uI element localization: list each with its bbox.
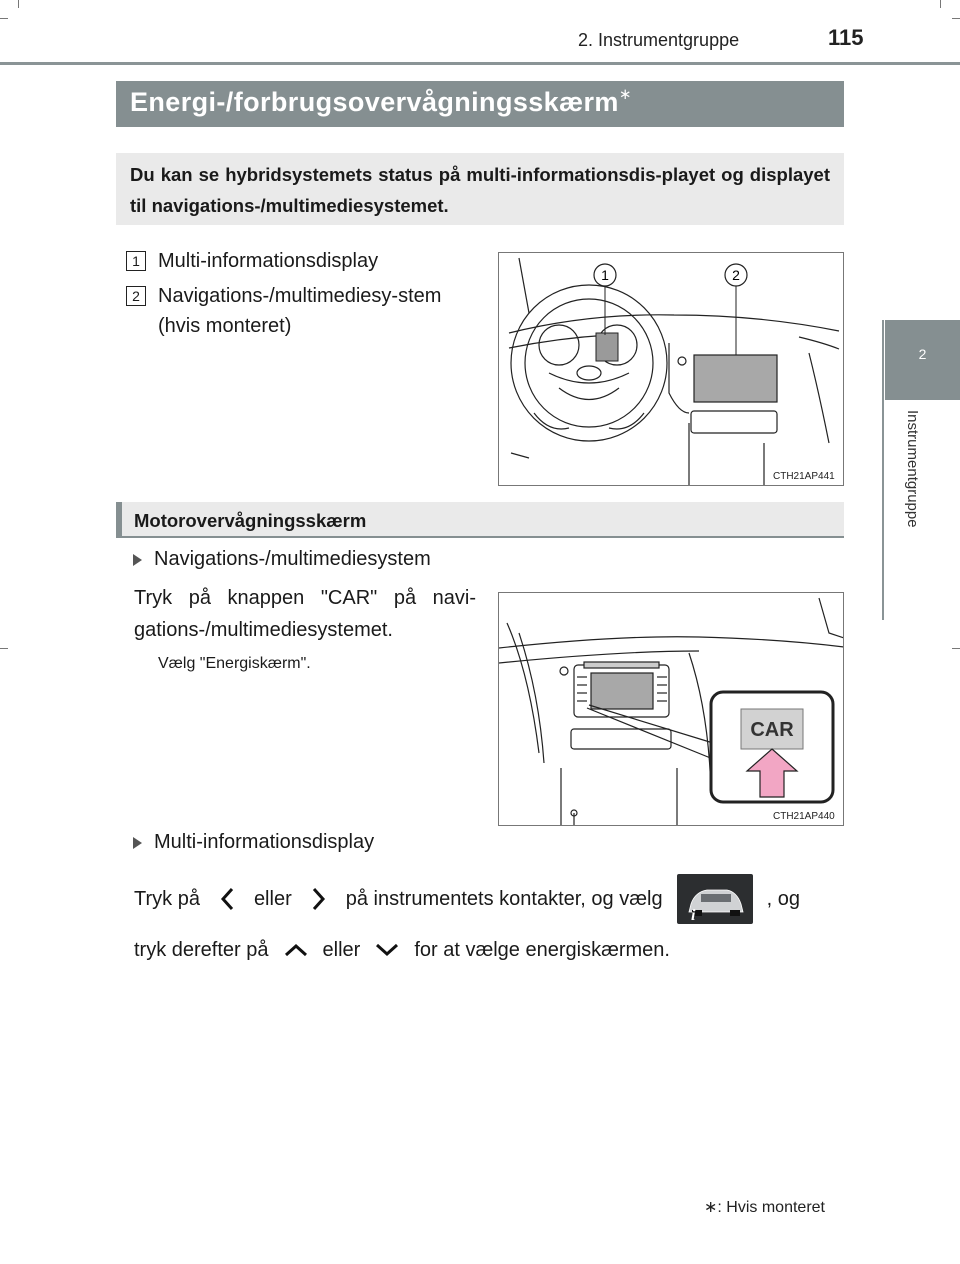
chevron-right-icon [302, 884, 336, 914]
page-title [116, 81, 844, 127]
instruction-text: eller [322, 938, 361, 961]
legend-number: 1 [126, 251, 146, 271]
legend-item [126, 281, 446, 341]
instruction-text: tryk derefter på [134, 938, 269, 961]
page-title-text: Energi-/forbrugsovervågningsskærm [130, 87, 619, 117]
callout-2: 2 [732, 267, 740, 283]
legend-text: Navigations-/multimediesy-stem (hvis monteret) [158, 285, 442, 337]
instruction-text: Tryk på [134, 887, 200, 910]
crop-mark [952, 648, 960, 649]
side-rule [882, 320, 884, 620]
instruction-text: for at vælge energiskærmen. [414, 938, 670, 961]
instruction-line [134, 874, 800, 924]
dashboard-illustration [498, 252, 844, 486]
figure-code: CTH21AP440 [773, 811, 835, 822]
chapter-label: Instrumentgruppe [904, 410, 921, 528]
figure-code: CTH21AP441 [773, 471, 835, 482]
car-button-label: CAR [750, 719, 794, 741]
crop-mark [0, 648, 8, 649]
crop-mark [952, 18, 960, 19]
console-drawing [499, 593, 844, 826]
section-subheading: Motorovervågningsskærm [116, 502, 844, 538]
subheading-rule [116, 536, 844, 538]
console-illustration [498, 592, 844, 826]
chevron-up-icon [279, 935, 313, 965]
legend-text: Multi-informationsdisplay [158, 250, 379, 272]
vehicle-info-icon [677, 874, 753, 924]
chapter-number: 2 [918, 346, 927, 362]
bullet-item [133, 548, 431, 571]
instruction-text: eller [253, 887, 292, 910]
footnote-marker: ∗ [618, 86, 632, 103]
bullet-text: Navigations-/multimediesystem [154, 548, 431, 570]
chevron-left-icon [210, 884, 244, 914]
bullet-arrow-icon [133, 837, 142, 849]
callout-1: 1 [601, 267, 609, 283]
legend-number: 2 [126, 286, 146, 306]
legend-item [126, 246, 378, 276]
chapter-tab [885, 320, 960, 400]
instruction-step: Vælg "Energiskærm". [158, 655, 311, 672]
intro-box: Du kan se hybridsystemets status på multi-informationsdis-playet og displayet til navigations-/multimediesystemet. [116, 153, 844, 225]
page-number: 115 [828, 25, 864, 50]
bullet-item [133, 831, 374, 854]
section-title: 2. Instrumentgruppe [578, 30, 740, 50]
dashboard-drawing [499, 253, 844, 486]
chevron-down-icon [370, 935, 404, 965]
instruction-text: , og [766, 887, 800, 910]
instruction-paragraph: Tryk på knappen "CAR" på navi-gations-/multimediesystemet. [134, 587, 476, 641]
crop-mark [0, 18, 8, 19]
bullet-arrow-icon [133, 554, 142, 566]
instruction-text: på instrumentets kontakter, og vælg [345, 887, 663, 910]
header-rule [0, 62, 960, 65]
crop-mark [18, 0, 19, 8]
svg-text:i: i [690, 907, 696, 924]
crop-mark [940, 0, 941, 8]
footnote: ∗: Hvis monteret [704, 1199, 825, 1216]
bullet-text: Multi-informationsdisplay [154, 831, 375, 853]
instruction-line [134, 935, 670, 965]
